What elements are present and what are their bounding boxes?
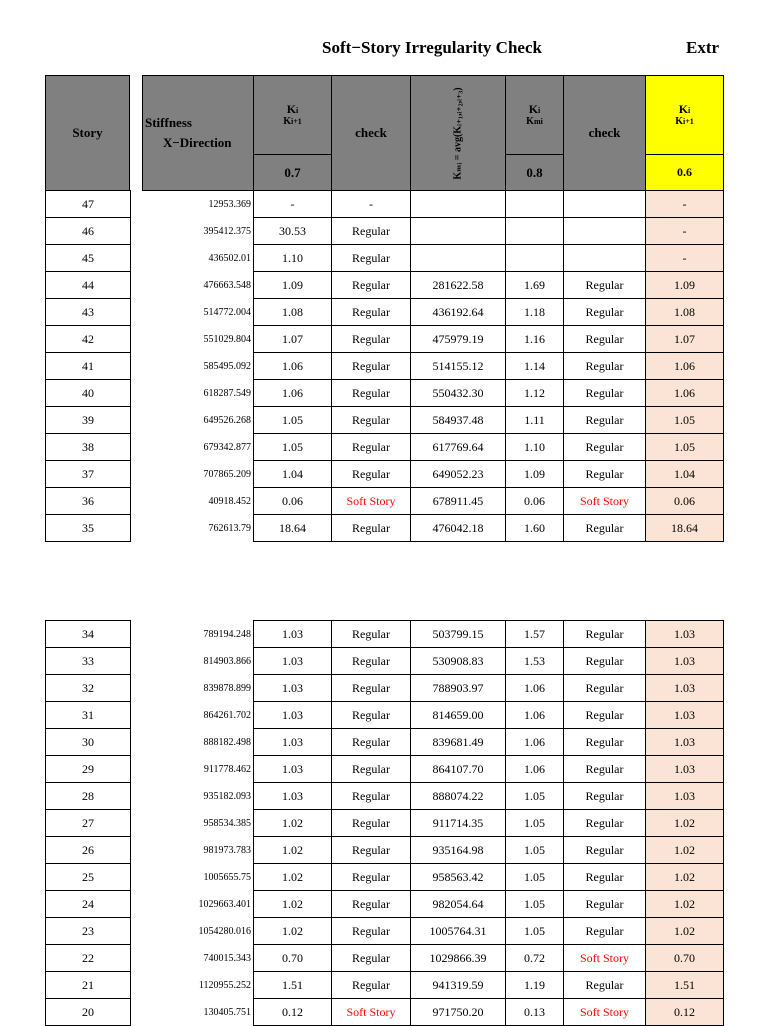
header-limit1: 0.7 — [253, 154, 332, 191]
stiffness-cell: 585495.092 — [142, 352, 254, 380]
kmi-formula-text: Kₘᵢ = avg(Kᵢ₊₁,ᵢ₊₂,ᵢ₊₃) — [452, 86, 464, 180]
stiffness-cell: 888182.498 — [142, 728, 254, 756]
story-cell: 37 — [45, 460, 131, 488]
check2-cell: Regular — [563, 728, 646, 756]
ratio3-cell: 1.05 — [645, 433, 724, 461]
kmi-cell: 864107.70 — [410, 755, 506, 783]
ratio2-cell: 1.18 — [505, 298, 564, 326]
story-cell: 21 — [45, 971, 131, 999]
check1-cell: Regular — [331, 944, 411, 972]
check1-cell: Regular — [331, 728, 411, 756]
ratio3-cell: - — [645, 217, 724, 245]
header-ratio2 — [505, 75, 564, 155]
kmi-cell: 584937.48 — [410, 406, 506, 434]
check2-cell: Regular — [563, 271, 646, 299]
check1-cell: Regular — [331, 514, 411, 542]
kmi-cell: 649052.23 — [410, 460, 506, 488]
ratio2-cell: 1.12 — [505, 379, 564, 407]
check1-cell: Regular — [331, 406, 411, 434]
story-cell: 41 — [45, 352, 131, 380]
stiffness-cell: 1029663.401 — [142, 890, 254, 918]
ratio1-cell: 1.02 — [253, 863, 332, 891]
ratio1-cell: 1.06 — [253, 352, 332, 380]
stiffness-cell: 814903.866 — [142, 647, 254, 675]
story-cell: 24 — [45, 890, 131, 918]
ratio1-num-sub: i — [296, 105, 299, 115]
ratio1-cell: 1.03 — [253, 701, 332, 729]
ratio2-cell — [505, 217, 564, 245]
ratio3-cell: 1.03 — [645, 728, 724, 756]
kmi-cell: 935164.98 — [410, 836, 506, 864]
check2-cell: Regular — [563, 809, 646, 837]
ratio3-cell: 0.12 — [645, 998, 724, 1026]
kmi-cell: 814659.00 — [410, 701, 506, 729]
header-kmi-formula — [410, 75, 506, 191]
kmi-cell: 530908.83 — [410, 647, 506, 675]
ratio3-num-sub: i — [688, 105, 691, 115]
ratio2-cell: 1.10 — [505, 433, 564, 461]
ratio3-cell: 1.51 — [645, 971, 724, 999]
header-ratio1 — [253, 75, 332, 155]
stiffness-cell: 707865.209 — [142, 460, 254, 488]
ratio2-cell: 1.16 — [505, 325, 564, 353]
kmi-cell: 971750.20 — [410, 998, 506, 1026]
kmi-cell: 476042.18 — [410, 514, 506, 542]
kmi-cell: 436192.64 — [410, 298, 506, 326]
story-cell: 30 — [45, 728, 131, 756]
story-cell: 25 — [45, 863, 131, 891]
stiffness-cell: 476663.548 — [142, 271, 254, 299]
check2-cell: Regular — [563, 863, 646, 891]
check2-cell: Regular — [563, 406, 646, 434]
check2-cell: Regular — [563, 971, 646, 999]
stiffness-cell: 935182.093 — [142, 782, 254, 810]
check2-cell: Regular — [563, 298, 646, 326]
check1-cell: Regular — [331, 460, 411, 488]
ratio2-cell: 0.06 — [505, 487, 564, 515]
ratio1-cell: 1.03 — [253, 755, 332, 783]
story-cell: 47 — [45, 190, 131, 218]
ratio2-cell: 1.05 — [505, 863, 564, 891]
story-cell: 38 — [45, 433, 131, 461]
ratio2-cell: 1.14 — [505, 352, 564, 380]
ratio1-cell: - — [253, 190, 332, 218]
story-cell: 39 — [45, 406, 131, 434]
check2-cell: Soft Story — [563, 487, 646, 515]
stiffness-cell: 958534.385 — [142, 809, 254, 837]
stiffness-cell: 618287.549 — [142, 379, 254, 407]
check2-cell — [563, 190, 646, 218]
ratio2-den-sub: mi — [533, 117, 543, 127]
stiffness-cell: 436502.01 — [142, 244, 254, 272]
story-cell: 29 — [45, 755, 131, 783]
story-cell: 26 — [45, 836, 131, 864]
check2-cell: Regular — [563, 917, 646, 945]
kmi-cell: 958563.42 — [410, 863, 506, 891]
stiffness-cell: 649526.268 — [142, 406, 254, 434]
header-check1: check — [331, 75, 411, 191]
ratio1-cell: 1.07 — [253, 325, 332, 353]
ratio1-cell: 1.03 — [253, 728, 332, 756]
ratio3-cell: 1.02 — [645, 917, 724, 945]
ratio1-cell: 1.51 — [253, 971, 332, 999]
check1-cell: Soft Story — [331, 487, 411, 515]
ratio1-cell: 1.03 — [253, 620, 332, 648]
check1-cell: Regular — [331, 379, 411, 407]
story-cell: 36 — [45, 487, 131, 515]
header-stiffness — [142, 75, 254, 191]
check1-cell: Regular — [331, 971, 411, 999]
check1-cell: Regular — [331, 298, 411, 326]
story-cell: 23 — [45, 917, 131, 945]
check1-cell: Soft Story — [331, 998, 411, 1026]
check2-cell: Regular — [563, 325, 646, 353]
header-stiffness-line2: X−Direction — [163, 135, 232, 150]
kmi-cell: 281622.58 — [410, 271, 506, 299]
check2-cell: Regular — [563, 620, 646, 648]
ratio2-num: K — [528, 101, 539, 116]
check1-cell: Regular — [331, 890, 411, 918]
story-cell: 34 — [45, 620, 131, 648]
ratio1-cell: 1.03 — [253, 782, 332, 810]
ratio2-cell: 1.05 — [505, 782, 564, 810]
stiffness-cell: 864261.702 — [142, 701, 254, 729]
stiffness-cell: 1005655.75 — [142, 863, 254, 891]
check1-cell: Regular — [331, 755, 411, 783]
ratio1-cell: 30.53 — [253, 217, 332, 245]
check1-cell: Regular — [331, 701, 411, 729]
ratio1-cell: 0.70 — [253, 944, 332, 972]
ratio3-cell: 1.03 — [645, 701, 724, 729]
ratio1-cell: 1.05 — [253, 433, 332, 461]
check1-cell: Regular — [331, 674, 411, 702]
ratio1-cell: 1.04 — [253, 460, 332, 488]
ratio2-den: K — [526, 116, 534, 128]
ratio1-cell: 0.06 — [253, 487, 332, 515]
ratio3-cell: 18.64 — [645, 514, 724, 542]
page-title-continued: Extr — [686, 38, 720, 57]
ratio2-cell: 1.69 — [505, 271, 564, 299]
check1-cell: Regular — [331, 863, 411, 891]
ratio2-cell: 1.05 — [505, 809, 564, 837]
ratio3-cell: 1.06 — [645, 352, 724, 380]
check2-cell: Regular — [563, 352, 646, 380]
story-cell: 27 — [45, 809, 131, 837]
check1-cell: Regular — [331, 809, 411, 837]
ratio2-cell: 1.05 — [505, 917, 564, 945]
ratio1-den-sub: i+1 — [291, 117, 302, 127]
ratio2-cell: 1.19 — [505, 971, 564, 999]
page-title: Soft−Story Irregularity Check — [322, 38, 542, 57]
check1-cell: Regular — [331, 433, 411, 461]
kmi-cell: 1005764.31 — [410, 917, 506, 945]
ratio1-cell: 1.02 — [253, 836, 332, 864]
ratio3-cell: 1.03 — [645, 755, 724, 783]
check2-cell: Soft Story — [563, 998, 646, 1026]
ratio3-cell: 1.03 — [645, 782, 724, 810]
check2-cell — [563, 217, 646, 245]
ratio2-cell: 1.05 — [505, 836, 564, 864]
ratio1-cell: 1.05 — [253, 406, 332, 434]
check1-cell: Regular — [331, 352, 411, 380]
ratio1-cell: 0.12 — [253, 998, 332, 1026]
story-cell: 46 — [45, 217, 131, 245]
story-cell: 45 — [45, 244, 131, 272]
ratio2-cell: 1.11 — [505, 406, 564, 434]
ratio1-cell: 1.08 — [253, 298, 332, 326]
check2-cell: Regular — [563, 460, 646, 488]
check1-cell: Regular — [331, 620, 411, 648]
story-cell: 43 — [45, 298, 131, 326]
ratio3-cell: 1.05 — [645, 406, 724, 434]
ratio2-cell: 1.06 — [505, 701, 564, 729]
ratio2-cell: 1.06 — [505, 674, 564, 702]
header-limit3: 0.6 — [645, 154, 724, 191]
ratio2-cell: 1.53 — [505, 647, 564, 675]
stiffness-cell: 40918.452 — [142, 487, 254, 515]
ratio3-cell: 1.06 — [645, 379, 724, 407]
stiffness-cell: 1120955.252 — [142, 971, 254, 999]
ratio2-cell: 1.09 — [505, 460, 564, 488]
check1-cell: Regular — [331, 917, 411, 945]
ratio3-cell: 1.07 — [645, 325, 724, 353]
ratio3-cell: 1.03 — [645, 620, 724, 648]
kmi-cell: 550432.30 — [410, 379, 506, 407]
story-cell: 35 — [45, 514, 131, 542]
ratio2-cell: 1.05 — [505, 890, 564, 918]
check2-cell: Soft Story — [563, 944, 646, 972]
ratio3-cell: 1.03 — [645, 674, 724, 702]
kmi-cell: 941319.59 — [410, 971, 506, 999]
check2-cell: Regular — [563, 782, 646, 810]
stiffness-cell: 514772.004 — [142, 298, 254, 326]
kmi-cell — [410, 190, 506, 218]
stiffness-cell: 1054280.016 — [142, 917, 254, 945]
ratio3-cell: 1.09 — [645, 271, 724, 299]
kmi-cell: 678911.45 — [410, 487, 506, 515]
check2-cell: Regular — [563, 674, 646, 702]
stiffness-cell: 12953.369 — [142, 190, 254, 218]
stiffness-cell: 762613.79 — [142, 514, 254, 542]
check2-cell: Regular — [563, 890, 646, 918]
check2-cell: Regular — [563, 647, 646, 675]
ratio1-cell: 1.02 — [253, 809, 332, 837]
ratio1-cell: 1.06 — [253, 379, 332, 407]
ratio2-cell: 1.06 — [505, 728, 564, 756]
ratio3-cell: 1.08 — [645, 298, 724, 326]
ratio3-den: K — [675, 116, 683, 128]
stiffness-cell: 395412.375 — [142, 217, 254, 245]
ratio3-cell: 1.02 — [645, 809, 724, 837]
check1-cell: Regular — [331, 217, 411, 245]
header-ratio3 — [645, 75, 724, 155]
check1-cell: Regular — [331, 271, 411, 299]
ratio3-cell: 1.02 — [645, 836, 724, 864]
stiffness-cell: 679342.877 — [142, 433, 254, 461]
ratio3-cell: 1.02 — [645, 890, 724, 918]
kmi-cell — [410, 217, 506, 245]
kmi-cell: 788903.97 — [410, 674, 506, 702]
story-cell: 20 — [45, 998, 131, 1026]
ratio1-cell: 1.03 — [253, 647, 332, 675]
story-cell: 31 — [45, 701, 131, 729]
kmi-cell: 888074.22 — [410, 782, 506, 810]
ratio1-num: K — [286, 101, 297, 116]
header-check2: check — [563, 75, 646, 191]
kmi-cell — [410, 244, 506, 272]
ratio2-cell: 0.72 — [505, 944, 564, 972]
kmi-cell: 475979.19 — [410, 325, 506, 353]
stiffness-cell: 551029.804 — [142, 325, 254, 353]
header-story: Story — [45, 75, 130, 191]
ratio3-cell: 0.06 — [645, 487, 724, 515]
stiffness-cell: 789194.248 — [142, 620, 254, 648]
kmi-cell: 839681.49 — [410, 728, 506, 756]
check1-cell: Regular — [331, 782, 411, 810]
story-cell: 28 — [45, 782, 131, 810]
check1-cell: Regular — [331, 244, 411, 272]
ratio3-cell: 1.02 — [645, 863, 724, 891]
story-cell: 22 — [45, 944, 131, 972]
ratio2-num-sub: i — [538, 105, 541, 115]
header-stiffness-line1: Stiffness — [145, 115, 192, 130]
kmi-cell: 617769.64 — [410, 433, 506, 461]
stiffness-cell: 130405.751 — [142, 998, 254, 1026]
check2-cell: Regular — [563, 433, 646, 461]
ratio1-cell: 1.02 — [253, 890, 332, 918]
kmi-cell: 514155.12 — [410, 352, 506, 380]
check1-cell: Regular — [331, 647, 411, 675]
kmi-cell: 982054.64 — [410, 890, 506, 918]
ratio1-cell: 1.09 — [253, 271, 332, 299]
ratio1-cell: 1.10 — [253, 244, 332, 272]
ratio2-cell — [505, 244, 564, 272]
ratio1-cell: 1.02 — [253, 917, 332, 945]
ratio3-num: K — [678, 101, 689, 116]
story-cell: 33 — [45, 647, 131, 675]
stiffness-cell: 740015.343 — [142, 944, 254, 972]
story-cell: 32 — [45, 674, 131, 702]
stiffness-cell: 981973.783 — [142, 836, 254, 864]
check2-cell: Regular — [563, 836, 646, 864]
story-cell: 40 — [45, 379, 131, 407]
ratio3-cell: - — [645, 190, 724, 218]
check2-cell: Regular — [563, 755, 646, 783]
stiffness-cell: 911778.462 — [142, 755, 254, 783]
ratio3-cell: - — [645, 244, 724, 272]
stiffness-cell: 839878.899 — [142, 674, 254, 702]
ratio2-cell: 1.60 — [505, 514, 564, 542]
ratio3-cell: 1.04 — [645, 460, 724, 488]
ratio2-cell: 0.13 — [505, 998, 564, 1026]
header-limit2: 0.8 — [505, 154, 564, 191]
ratio2-cell: 1.57 — [505, 620, 564, 648]
ratio1-cell: 18.64 — [253, 514, 332, 542]
ratio2-cell — [505, 190, 564, 218]
ratio1-den: K — [283, 116, 291, 128]
story-cell: 44 — [45, 271, 131, 299]
check1-cell: Regular — [331, 836, 411, 864]
ratio2-cell: 1.06 — [505, 755, 564, 783]
check1-cell: - — [331, 190, 411, 218]
kmi-cell: 503799.15 — [410, 620, 506, 648]
check2-cell: Regular — [563, 379, 646, 407]
ratio3-den-sub: i+1 — [683, 117, 694, 127]
check2-cell: Regular — [563, 701, 646, 729]
check1-cell: Regular — [331, 325, 411, 353]
check2-cell — [563, 244, 646, 272]
check2-cell: Regular — [563, 514, 646, 542]
ratio1-cell: 1.03 — [253, 674, 332, 702]
ratio3-cell: 0.70 — [645, 944, 724, 972]
kmi-cell: 1029866.39 — [410, 944, 506, 972]
story-cell: 42 — [45, 325, 131, 353]
ratio3-cell: 1.03 — [645, 647, 724, 675]
kmi-cell: 911714.35 — [410, 809, 506, 837]
